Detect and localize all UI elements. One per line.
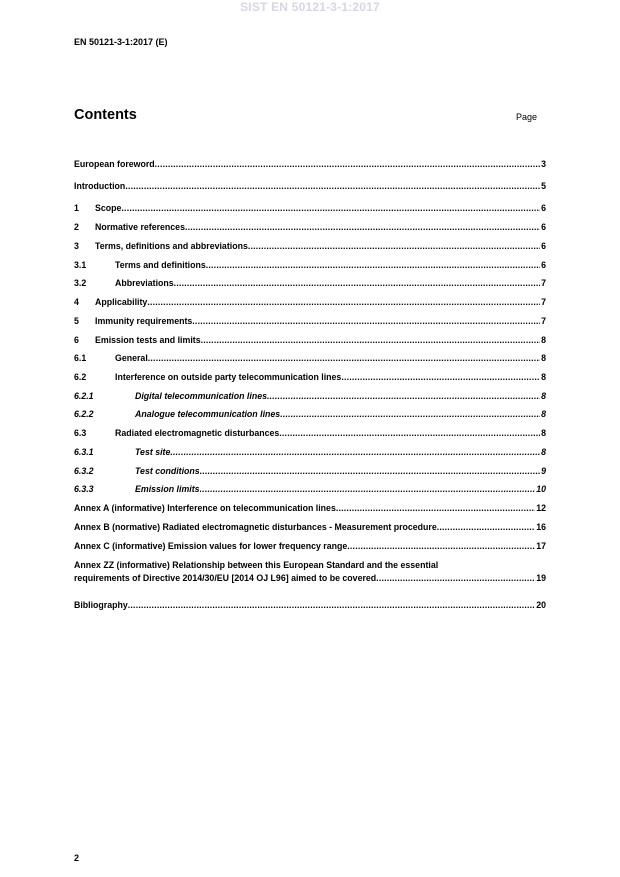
toc-entry-title: Applicability [95,297,148,307]
toc-entry-page: 6 [541,222,546,232]
contents-heading: Contents [74,107,137,123]
toc-entry-page: 5 [541,181,546,191]
dot-leader [206,259,540,271]
toc-entry-page: 7 [541,278,546,288]
toc-entry-abbreviations[interactable] [74,277,546,289]
toc-entry-bibliography[interactable] [74,599,546,611]
toc-entry-emission-tests[interactable] [74,334,546,346]
toc-entry-introduction[interactable] [74,180,546,192]
toc-entry-page: 19 [536,573,546,583]
toc-entry-number: 6.3.2 [74,466,94,476]
toc-entry-number: 2 [74,222,79,232]
toc-entry-number: 5 [74,316,79,326]
toc-entry-title: General [115,353,148,363]
toc-entry-number: 6.3 [74,428,87,438]
dot-leader [200,465,540,477]
toc-entry-title: Introduction [74,181,126,191]
toc-entry-title-line2: requirements of Directive 2014/30/EU [2014 OJ L96] aimed to be covered [74,573,377,583]
dot-leader [174,277,540,289]
toc-entry-normative-references[interactable] [74,221,546,233]
toc-entry-title: Scope [95,203,122,213]
toc-entry-annex-zz[interactable] [74,559,546,585]
toc-entry-page: 12 [536,503,546,513]
dot-leader [336,502,535,514]
dot-leader [280,408,540,420]
toc-entry-page: 8 [541,447,546,457]
toc-entry-digital-telecom-lines[interactable] [74,390,546,402]
toc-entry-interference-outside-party[interactable] [74,371,546,383]
toc-entry-title: Normative references [95,222,185,232]
toc-entry-page: 9 [541,466,546,476]
toc-entry-radiated-disturbances[interactable] [74,427,546,439]
toc-entry-title: Terms, definitions and abbreviations [95,241,248,251]
toc-entry-page: 8 [541,353,546,363]
toc-entry-annex-c[interactable] [74,540,546,552]
toc-entry-title: Test site [135,447,171,457]
toc-entry-terms-definitions[interactable] [74,240,546,252]
dot-leader [376,572,535,584]
dot-leader [200,483,536,495]
dot-leader [437,521,535,533]
toc-entry-title: Digital telecommunication lines [135,391,267,401]
toc-entry-title: Annex C (informative) Emission values for lower frequency range [74,541,348,551]
toc-entry-page: 8 [541,428,546,438]
toc-entry-title: Terms and definitions [115,260,206,270]
toc-entry-line2 [74,572,546,584]
document-id: EN 50121-3-1:2017 (E) [74,37,168,47]
dot-leader [185,221,540,233]
dot-leader [147,296,540,308]
dot-leader [128,599,535,611]
toc-entry-title: Interference on outside party telecommunication lines [115,372,342,382]
toc-entry-title: Test conditions [135,466,200,476]
toc-entry-page: 7 [541,297,546,307]
toc-entry-title-line1: Annex ZZ (informative) Relationship between this European Standard and the essential [74,560,439,570]
toc-entry-title: Emission limits [135,484,200,494]
toc-entry-title: Emission tests and limits [95,335,201,345]
toc-entry-number: 6 [74,335,79,345]
toc-entry-title: Analogue telecommunication lines [135,409,281,419]
toc-entry-number: 3.1 [74,260,87,270]
toc-entry-title: European foreword [74,159,155,169]
toc-entry-page: 8 [541,409,546,419]
toc-entry-general[interactable] [74,352,546,364]
toc-entry-annex-b[interactable] [74,521,546,533]
toc-entry-page: 3 [541,159,546,169]
toc-entry-emission-limits[interactable] [74,483,546,495]
dot-leader [192,315,540,327]
toc-entry-number: 6.2.2 [74,409,94,419]
toc-entry-number: 4 [74,297,79,307]
dot-leader [125,180,540,192]
dot-leader [121,202,540,214]
toc-entry-title: Bibliography [74,600,128,610]
toc-entry-number: 6.2 [74,372,87,382]
dot-leader [248,240,540,252]
toc-entry-page: 17 [536,541,546,551]
toc-entry-number: 6.1 [74,353,87,363]
toc-entry-test-conditions[interactable] [74,465,546,477]
dot-leader [267,390,540,402]
toc-entry-number: 6.2.1 [74,391,94,401]
watermark: SIST EN 50121-3-1:2017 [240,0,380,14]
toc-entry-title: Annex A (informative) Interference on telecommunication lines [74,503,336,513]
toc-entry-terms-and-definitions[interactable] [74,259,546,271]
toc-entry-page: 8 [541,372,546,382]
toc-entry-page: 10 [536,484,546,494]
dot-leader [148,352,540,364]
toc-entry-page: 6 [541,203,546,213]
toc-entry-number: 1 [74,203,79,213]
toc-entry-european-foreword[interactable] [74,158,546,170]
toc-entry-page: 6 [541,260,546,270]
toc-entry-page: 6 [541,241,546,251]
toc-entry-number: 3 [74,241,79,251]
toc-entry-analogue-telecom-lines[interactable] [74,408,546,420]
page-number: 2 [74,853,80,863]
toc-entry-title: Radiated electromagnetic disturbances [115,428,280,438]
dot-leader [341,371,540,383]
dot-leader [279,427,540,439]
dot-leader [170,446,540,458]
toc-entry-page: 7 [541,316,546,326]
toc-entry-page: 16 [536,522,546,532]
toc-entry-title: Annex B (normative) Radiated electromagnetic disturbances - Measurement procedure [74,522,437,532]
dot-leader [155,158,540,170]
toc-entry-applicability[interactable] [74,296,546,308]
toc-entry-annex-a[interactable] [74,502,546,514]
page-column-label: Page [516,112,538,122]
toc-entry-title: Immunity requirements [95,316,193,326]
toc-entry-number: 6.3.1 [74,447,94,457]
toc-entry-number: 6.3.3 [74,484,94,494]
dot-leader [347,540,535,552]
toc-entry-title: Abbreviations [115,278,174,288]
toc-entry-page: 20 [536,600,546,610]
toc-entry-number: 3.2 [74,278,87,288]
toc-entry-page: 8 [541,335,546,345]
toc-entry-immunity-requirements[interactable] [74,315,546,327]
toc-entry-scope[interactable] [74,202,546,214]
toc-entry-page: 8 [541,391,546,401]
toc-entry-test-site[interactable] [74,446,546,458]
dot-leader [201,334,541,346]
